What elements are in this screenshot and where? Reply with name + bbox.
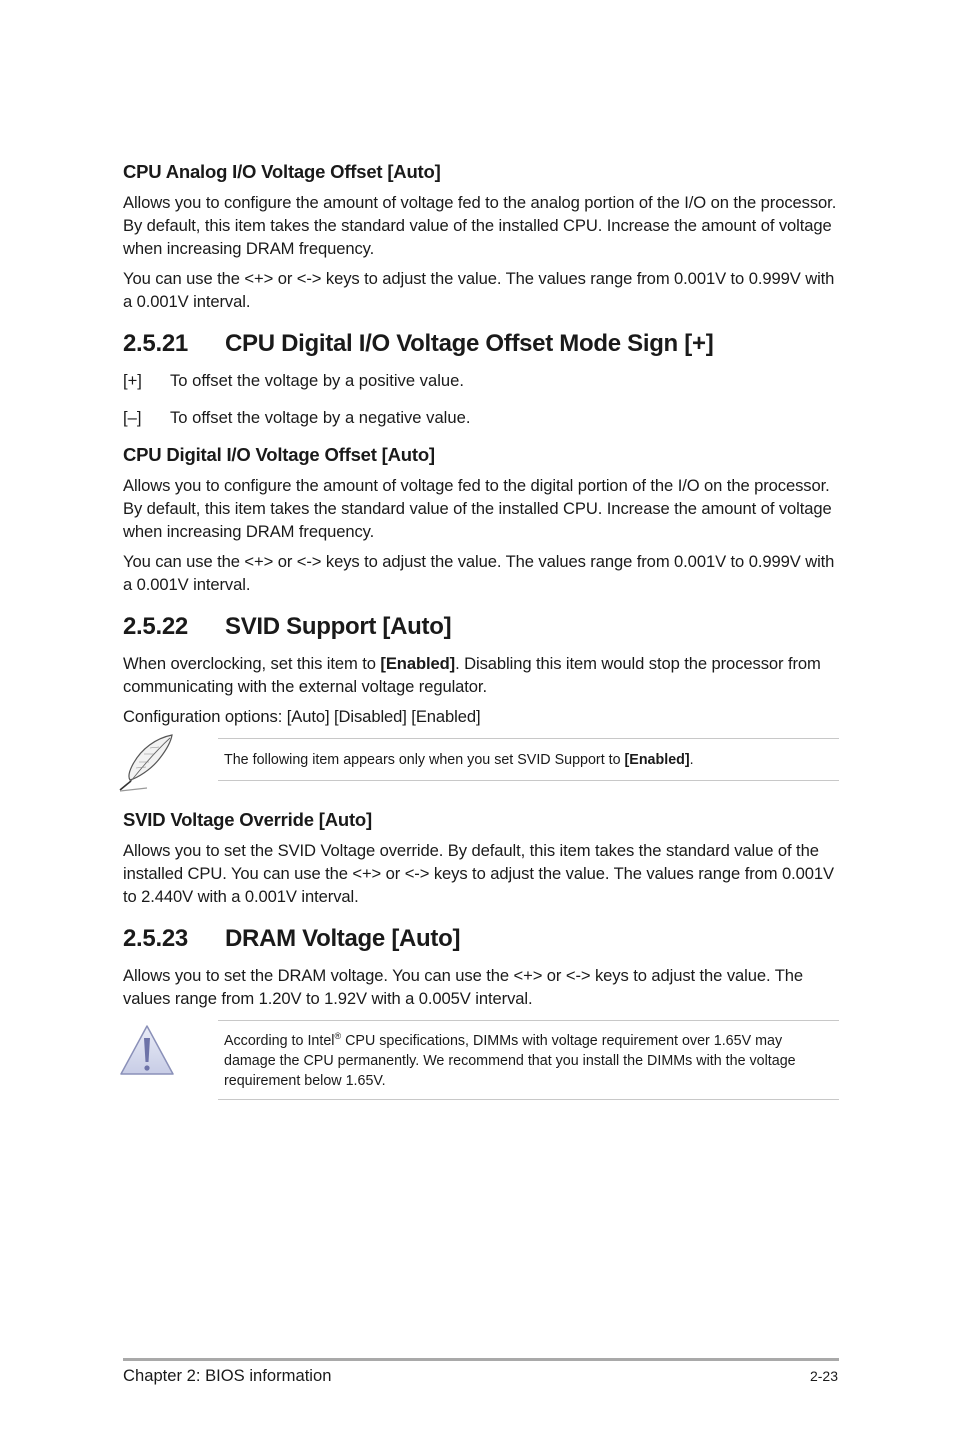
cpu-digital-io-offset-desc: Allows you to configure the amount of voltage fed to the digital portion of the I/O on the processor. By default, this item takes the standard value of the installed CPU. Increase the amount of voltage when increasing DRAM frequency. (123, 476, 832, 541)
section-2-5-23-heading (123, 924, 839, 954)
svid-voltage-override-desc: Allows you to set the SVID Voltage override. By default, this item takes the standard value of the installed CPU. You can use the <+> or <-> keys to adjust the value. The values range from 0.001V to 2.440V with a 0.001V interval. (123, 841, 834, 906)
section-number: 2.5.22 (123, 613, 188, 640)
footer-page-number: 2-23 (809, 1368, 838, 1384)
dram-voltage-desc: Allows you to set the DRAM voltage. You can use the <+> or <-> keys to adjust the value. The values range from 1.20V to 1.92V with a 0.005V interval. (123, 966, 804, 1008)
feather-pen-icon (117, 732, 177, 792)
option-key: [–] (123, 408, 142, 427)
section-title: CPU Digital I/O Voltage Offset Mode Sign [+] (225, 330, 714, 357)
text-run: When overclocking, set this item to (123, 654, 381, 673)
section-title: DRAM Voltage [Auto] (225, 925, 461, 952)
warning-text (218, 1020, 839, 1100)
svid-support-options: Configuration options: [Auto] [Disabled] [Enabled] (123, 707, 481, 726)
cpu-analog-io-offset-heading: CPU Analog I/O Voltage Offset [Auto] (123, 161, 441, 182)
registered-mark: ® (334, 1031, 342, 1042)
section-number: 2.5.21 (123, 330, 188, 357)
option-row (123, 406, 839, 429)
note-callout (117, 738, 839, 794)
section-2-5-21-heading (123, 329, 839, 359)
footer-chapter: Chapter 2: BIOS information (123, 1366, 332, 1385)
text-run: . (689, 752, 694, 768)
warning-callout (117, 1020, 839, 1100)
section-number: 2.5.23 (123, 925, 188, 952)
warning-triangle-icon (117, 1022, 177, 1082)
note-text (218, 738, 839, 781)
bold-run: [Enabled] (624, 752, 690, 768)
manual-page (123, 160, 839, 1114)
cpu-digital-io-offset-range: You can use the <+> or <-> keys to adjust the value. The values range from 0.001V to 0.999V with a 0.001V interval. (123, 552, 835, 594)
svid-support-desc (123, 652, 839, 698)
section-2-5-22-heading (123, 612, 839, 642)
text-run: The following item appears only when you set SVID Support to (224, 752, 625, 768)
text-run: . Disabling this item would stop the processor from communicating with the external voltage regulator. (123, 654, 821, 696)
option-row (123, 369, 839, 392)
option-key: [+] (123, 371, 142, 390)
bold-run: [Enabled] (380, 654, 456, 673)
text-run: According to Intel (224, 1033, 335, 1049)
option-desc: To offset the voltage by a positive value. (170, 371, 464, 390)
footer-divider (123, 1358, 839, 1361)
option-desc: To offset the voltage by a negative value. (170, 408, 471, 427)
cpu-digital-io-offset-heading: CPU Digital I/O Voltage Offset [Auto] (123, 444, 435, 465)
text-run: CPU specifications, DIMMs with voltage requirement over 1.65V may damage the CPU permanently. We recommend that you install the DIMMs with the voltage requirement below 1.65V. (224, 1033, 796, 1089)
cpu-analog-io-offset-desc: Allows you to configure the amount of voltage fed to the analog portion of the I/O on the processor. By default, this item takes the standard value of the installed CPU. Increase the amount of voltage when increasing DRAM frequency. (123, 193, 837, 258)
section-title: SVID Support [Auto] (225, 613, 452, 640)
svid-voltage-override-heading: SVID Voltage Override [Auto] (123, 809, 372, 830)
cpu-analog-io-offset-range: You can use the <+> or <-> keys to adjust the value. The values range from 0.001V to 0.999V with a 0.001V interval. (123, 269, 835, 311)
